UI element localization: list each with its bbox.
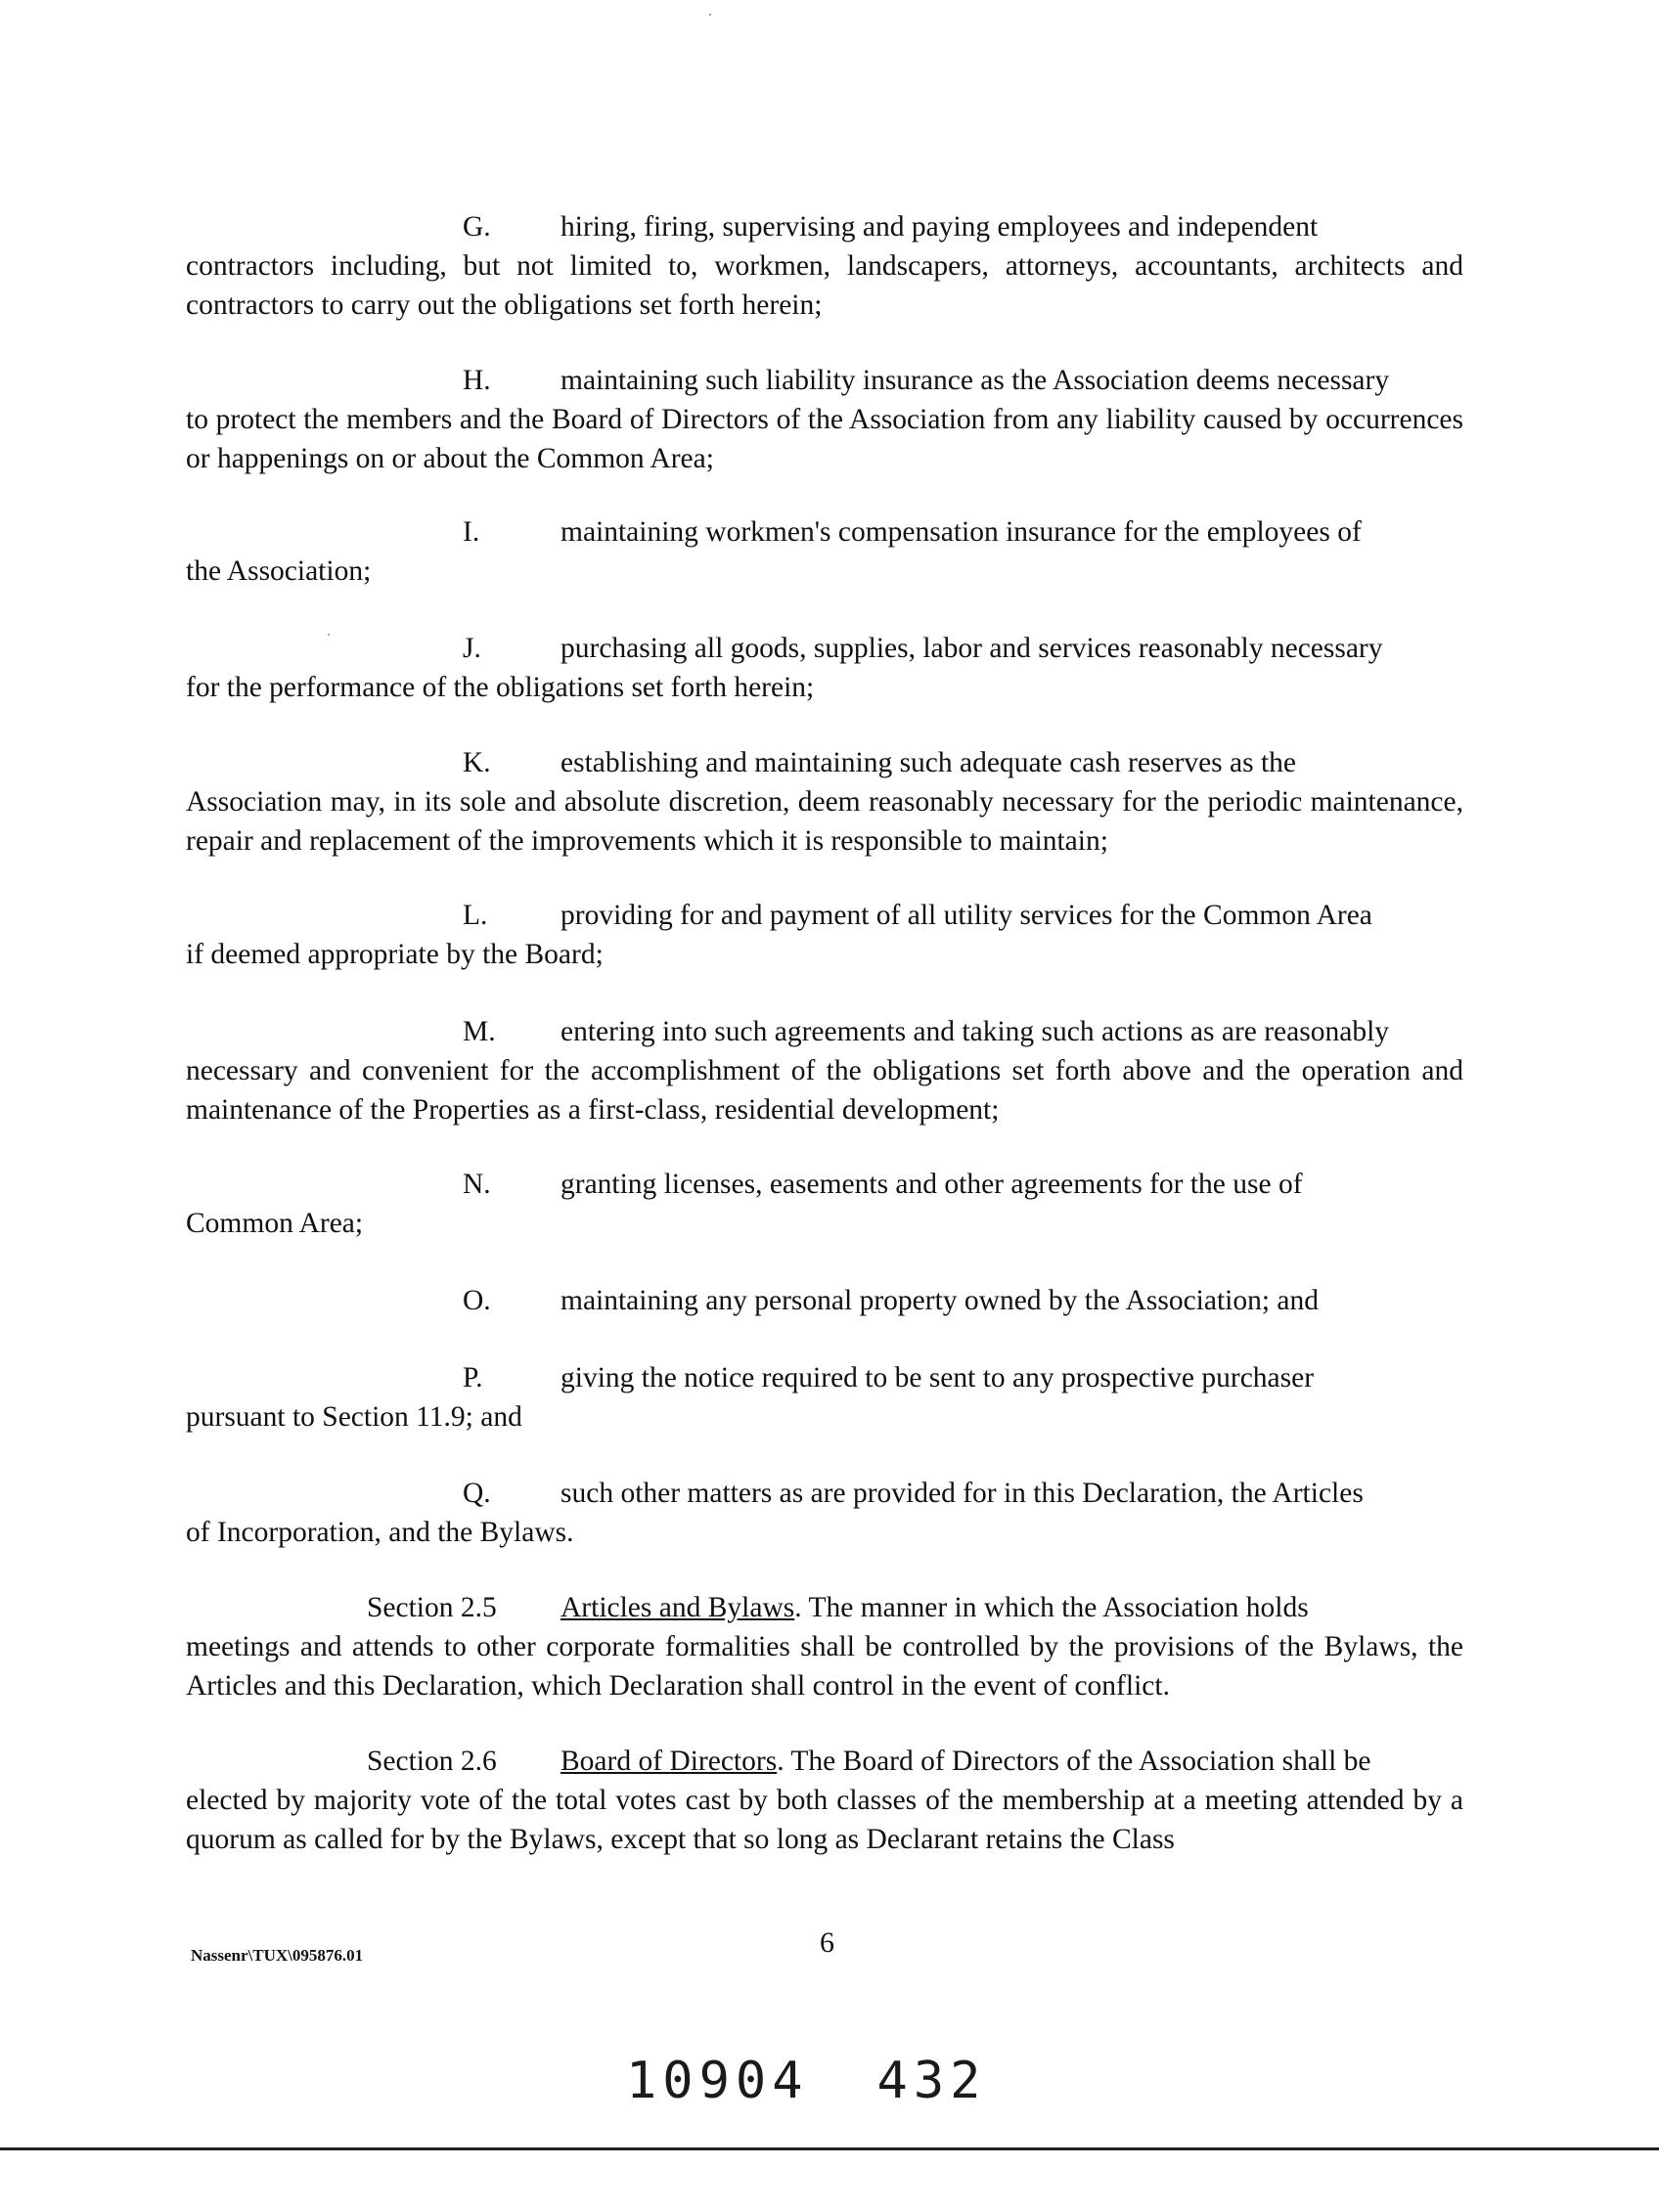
item-text-rest: pursuant to Section 11.9; and bbox=[186, 1401, 522, 1433]
list-item-k bbox=[186, 743, 1463, 861]
item-letter: K. bbox=[463, 747, 491, 778]
item-letter: L. bbox=[463, 900, 488, 931]
section-label: Section 2.6 bbox=[367, 1746, 497, 1777]
list-item-p bbox=[186, 1358, 1463, 1437]
section-text-rest: elected by majority vote of the total votes cast by both classes of the membership at a meeting attended by a quorum as called for by the Bylaws, except that so long as Declarant retains the Class bbox=[186, 1785, 1463, 1855]
document-id: Nassenr\TUX\095876.01 bbox=[191, 1946, 364, 1965]
section-2-5 bbox=[186, 1588, 1463, 1705]
item-text-rest: Common Area; bbox=[186, 1208, 364, 1239]
item-text-first: hiring, firing, supervising and paying employees and independent bbox=[560, 211, 1319, 243]
section-text-first: . The manner in which the Association holds bbox=[794, 1592, 1309, 1623]
item-text-first: providing for and payment of all utility services for the Common Area bbox=[560, 900, 1372, 931]
item-text-first: entering into such agreements and taking such actions as are reasonably bbox=[560, 1016, 1390, 1047]
item-text-rest: if deemed appropriate by the Board; bbox=[186, 939, 604, 970]
item-text-rest: Association may, in its sole and absolute discretion, deem reasonably necessary for the periodic maintenance, repair and replacement of the improvements which it is responsible to maintain; bbox=[186, 786, 1463, 857]
scan-speck bbox=[709, 14, 711, 16]
item-text-first: establishing and maintaining such adequate cash reserves as the bbox=[560, 747, 1297, 778]
list-item-g bbox=[186, 207, 1463, 325]
item-letter: G. bbox=[463, 211, 491, 243]
item-text-rest: to protect the members and the Board of Directors of the Association from any liability caused by occurrences or happenings on or about the Common Area; bbox=[186, 404, 1463, 474]
page-number: 6 bbox=[820, 1926, 834, 1959]
item-text-first: such other matters as are provided for in this Declaration, the Articles bbox=[560, 1478, 1364, 1509]
list-item-q bbox=[186, 1474, 1463, 1552]
list-item-i bbox=[186, 512, 1463, 591]
item-letter: Q. bbox=[463, 1478, 491, 1509]
section-2-6 bbox=[186, 1742, 1463, 1859]
item-text-first: maintaining workmen's compensation insurance for the employees of bbox=[560, 516, 1362, 548]
section-title: Articles and Bylaws bbox=[560, 1592, 795, 1623]
item-letter: I. bbox=[463, 516, 480, 548]
item-letter: H. bbox=[463, 365, 491, 396]
item-text-rest: for the performance of the obligations set forth herein; bbox=[186, 672, 815, 703]
item-text-rest: the Association; bbox=[186, 555, 372, 587]
item-text-rest: necessary and convenient for the accomplishment of the obligations set forth above and the operation and maintenance of the Properties as a first-class, residential development; bbox=[186, 1055, 1463, 1126]
item-text-first: giving the notice required to be sent to any prospective purchaser bbox=[560, 1362, 1315, 1394]
list-item-l bbox=[186, 896, 1463, 974]
section-text-first: . The Board of Directors of the Association shall be bbox=[777, 1746, 1371, 1777]
scan-speck bbox=[328, 634, 330, 636]
item-text-first: granting licenses, easements and other agreements for the use of bbox=[560, 1169, 1303, 1200]
recording-page-number: 432 bbox=[876, 2052, 987, 2110]
item-letter: M. bbox=[463, 1016, 496, 1047]
list-item-m bbox=[186, 1012, 1463, 1129]
section-label: Section 2.5 bbox=[367, 1592, 497, 1623]
item-text-rest: contractors including, but not limited to, workmen, landscapers, attorneys, accountants, architects and contractors to carry out the obligations set forth herein; bbox=[186, 250, 1463, 321]
list-item-h bbox=[186, 361, 1463, 478]
item-letter: P. bbox=[463, 1362, 483, 1394]
item-letter: N. bbox=[463, 1169, 491, 1200]
item-text-first: maintaining such liability insurance as the Association deems necessary bbox=[560, 365, 1390, 396]
item-letter: O. bbox=[463, 1285, 491, 1316]
book-number: 10904 bbox=[626, 2052, 809, 2110]
recording-stamp bbox=[626, 2052, 986, 2110]
item-text-rest: of Incorporation, and the Bylaws. bbox=[186, 1517, 574, 1548]
item-text-first: purchasing all goods, supplies, labor and services reasonably necessary bbox=[560, 633, 1383, 664]
list-item-o bbox=[186, 1281, 1463, 1320]
item-text-first: maintaining any personal property owned by the Association; and bbox=[560, 1285, 1320, 1316]
section-title: Board of Directors bbox=[560, 1746, 778, 1777]
item-letter: J. bbox=[463, 633, 481, 664]
list-item-j bbox=[186, 629, 1463, 707]
section-text-rest: meetings and attends to other corporate formalities shall be controlled by the provisions of the Bylaws, the Articles and this Declaration, which Declaration shall control in the event of conflict. bbox=[186, 1631, 1463, 1702]
list-item-n bbox=[186, 1165, 1463, 1243]
bottom-rule bbox=[0, 2147, 1659, 2150]
